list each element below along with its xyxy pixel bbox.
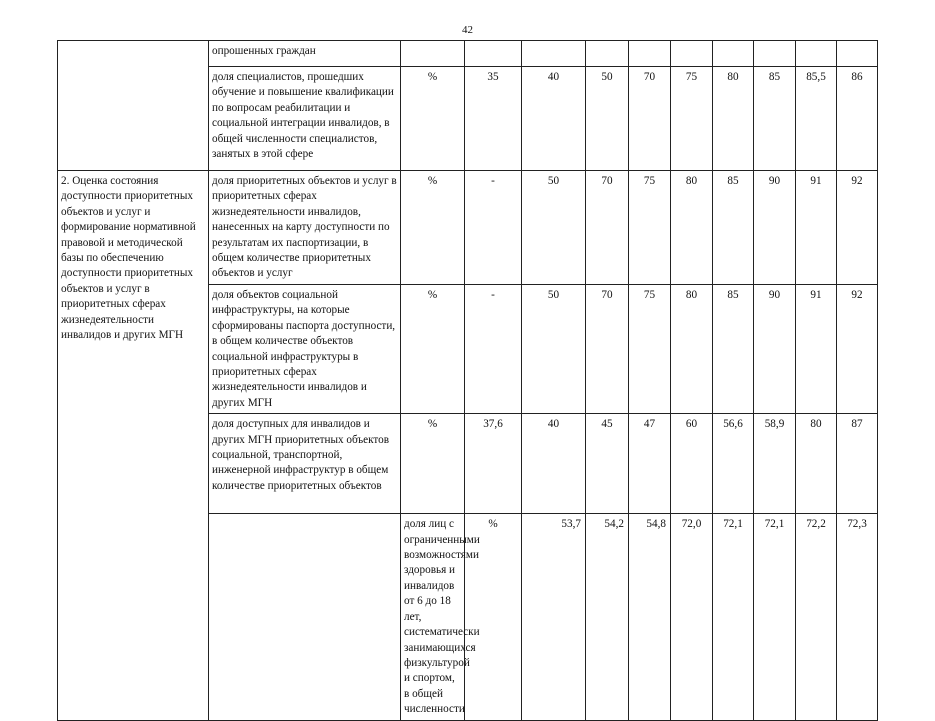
value-cell: - xyxy=(465,285,522,414)
value-cell: 75 xyxy=(629,285,671,414)
value-cell: 47 xyxy=(629,414,671,514)
indicator-description: доля лиц с ограниченными возможностями здоровья и инвалидов от 6 до 18 лет, систематически занимающихся физкультурой и спортом, в общей численности xyxy=(401,514,465,720)
value-cell xyxy=(671,41,713,67)
value-cell: 80 xyxy=(713,67,754,171)
value-cell: 70 xyxy=(586,285,629,414)
value-cell: 50 xyxy=(522,285,586,414)
value-cell: 91 xyxy=(796,285,837,414)
value-cell: 58,9 xyxy=(754,414,796,514)
unit-cell: % xyxy=(401,67,465,171)
indicator-description: опрошенных граждан xyxy=(209,41,401,67)
value-cell: 80 xyxy=(796,414,837,514)
unit-cell: % xyxy=(401,171,465,285)
value-cell xyxy=(465,41,522,67)
value-cell: 85 xyxy=(713,285,754,414)
value-cell: 91 xyxy=(796,171,837,285)
value-cell: 75 xyxy=(629,171,671,285)
value-cell: 45 xyxy=(586,414,629,514)
page-number: 42 xyxy=(462,24,473,36)
value-cell: 72,1 xyxy=(713,514,754,720)
indicator-description: доля доступных для инвалидов и других МГН приоритетных объектов социальной, транспортной, инженерной инфраструктур в общем количестве приоритетных объектов xyxy=(209,414,401,514)
value-cell xyxy=(754,41,796,67)
value-cell: 40 xyxy=(522,414,586,514)
value-cell xyxy=(629,41,671,67)
task-cell-continued xyxy=(58,41,209,171)
indicator-description: доля объектов социальной инфраструктуры, на которые сформированы паспорта доступности, в общем количестве объектов социальной инфраструктуры в приоритетных сферах жизнедеятельности инвалидов и других МГН xyxy=(209,285,401,414)
value-cell: 70 xyxy=(629,67,671,171)
unit-cell: % xyxy=(465,514,522,720)
value-cell: 85,5 xyxy=(796,67,837,171)
unit-cell: % xyxy=(401,414,465,514)
value-cell: 56,6 xyxy=(713,414,754,514)
unit-cell xyxy=(401,41,465,67)
task-cell-empty xyxy=(209,514,401,720)
value-cell: 80 xyxy=(671,285,713,414)
value-cell: 90 xyxy=(754,171,796,285)
value-cell: 92 xyxy=(837,171,878,285)
value-cell: 54,2 xyxy=(586,514,629,720)
value-cell: 50 xyxy=(586,67,629,171)
indicator-description: доля приоритетных объектов и услуг в приоритетных сферах жизнедеятельности инвалидов, нанесенных на карту доступности по результатам их паспортизации, в общем количестве приоритетных объектов и услуг xyxy=(209,171,401,285)
value-cell: 60 xyxy=(671,414,713,514)
value-cell: 86 xyxy=(837,67,878,171)
value-cell: 72,3 xyxy=(837,514,878,720)
indicator-description: доля специалистов, прошедших обучение и повышение квалификации по вопросам реабилитации и социальной интеграции инвалидов, в общей численности специалистов, занятых в этой сфере xyxy=(209,67,401,171)
value-cell: 85 xyxy=(713,171,754,285)
value-cell xyxy=(522,41,586,67)
value-cell: 70 xyxy=(586,171,629,285)
value-cell: 35 xyxy=(465,67,522,171)
value-cell: 40 xyxy=(522,67,586,171)
value-cell xyxy=(837,41,878,67)
value-cell: 92 xyxy=(837,285,878,414)
value-cell: 37,6 xyxy=(465,414,522,514)
value-cell: 85 xyxy=(754,67,796,171)
value-cell xyxy=(796,41,837,67)
table-row xyxy=(58,41,878,67)
value-cell: 72,0 xyxy=(671,514,713,720)
value-cell: 50 xyxy=(522,171,586,285)
task-description: 2. Оценка состояния доступности приоритетных объектов и услуг и формирование нормативной правовой и методической базы по обеспечению доступности приоритетных объектов и услуг в приоритетных сферах жизнедеятельности инвалидов и других МГН xyxy=(58,171,209,721)
value-cell: 90 xyxy=(754,285,796,414)
value-cell: 72,2 xyxy=(796,514,837,720)
indicators-table xyxy=(57,40,878,721)
table-row xyxy=(58,171,878,285)
value-cell: 53,7 xyxy=(522,514,586,720)
value-cell: 75 xyxy=(671,67,713,171)
value-cell xyxy=(586,41,629,67)
value-cell: 72,1 xyxy=(754,514,796,720)
value-cell: 80 xyxy=(671,171,713,285)
value-cell: - xyxy=(465,171,522,285)
value-cell: 54,8 xyxy=(629,514,671,720)
unit-cell: % xyxy=(401,285,465,414)
value-cell xyxy=(713,41,754,67)
value-cell: 87 xyxy=(837,414,878,514)
